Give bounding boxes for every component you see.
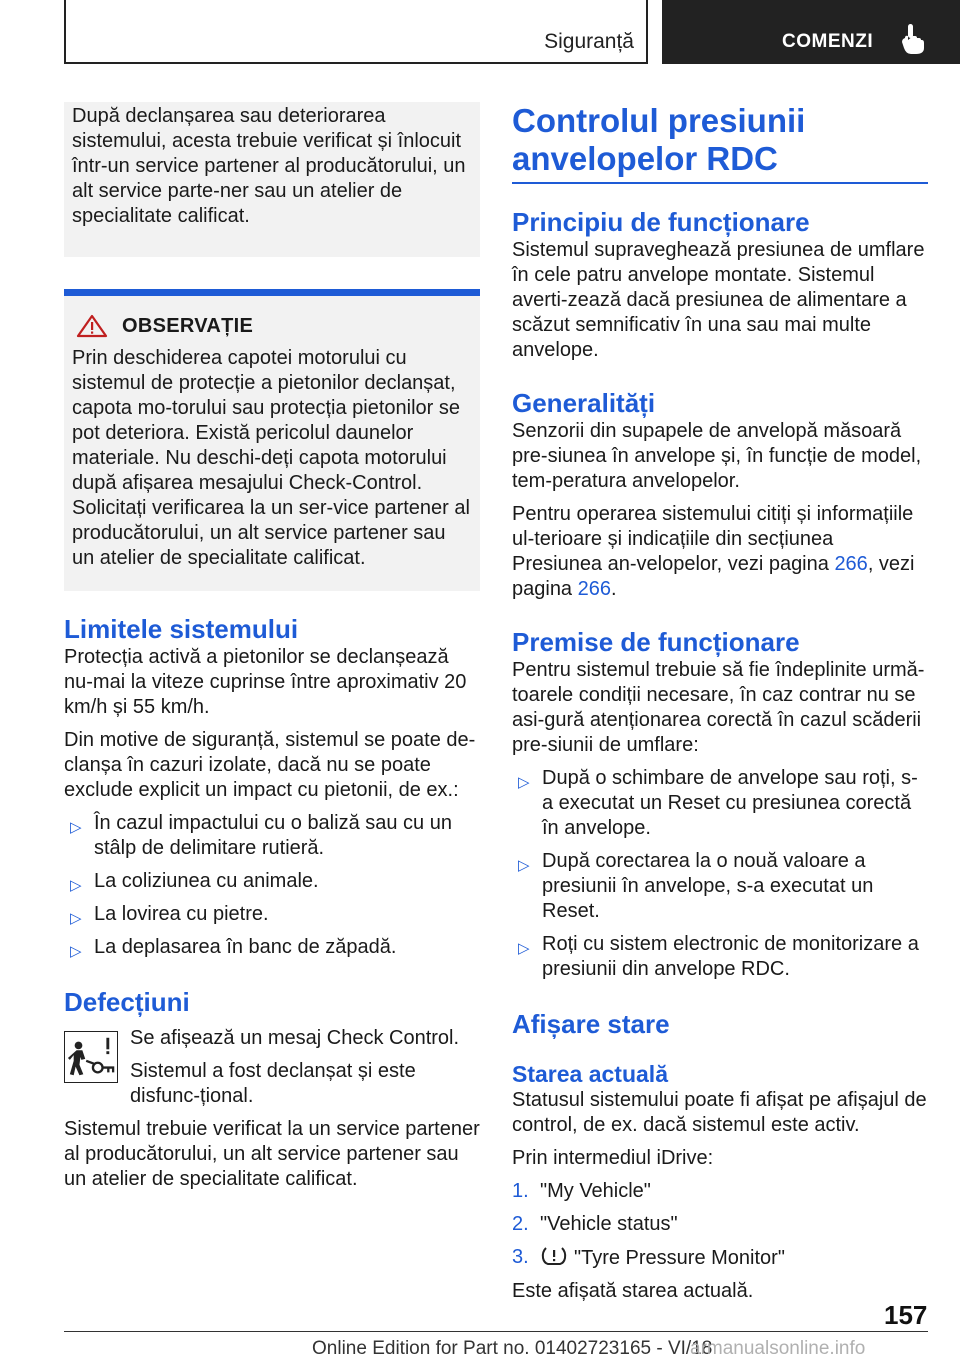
fault-line-1: Se afișează un mesaj Check Control. bbox=[130, 1027, 460, 1049]
limits-para-1: Protecția activă a pietonilor se declanșează nu-mai la viteze cuprinse între aproximativ 20 km/h și 55 km/h. bbox=[64, 646, 467, 718]
title-rule bbox=[512, 182, 928, 184]
general-para-1: Senzorii din supapele de anvelopă măsoară pre-siunea în anvelope și, în funcție de model, tem-peratura anvelopelor. bbox=[512, 420, 922, 492]
status-heading: Afișare stare bbox=[512, 1009, 670, 1039]
status-para-3: Este afișată starea actuală. bbox=[512, 1280, 754, 1302]
tab-comenzi[interactable] bbox=[662, 0, 960, 64]
list-item: ▷ În cazul impactului cu o baliză sau cu un stâlp de delimitare rutieră. bbox=[70, 812, 452, 859]
warning-triangle-icon bbox=[76, 314, 108, 338]
limits-list bbox=[64, 811, 480, 960]
note-text: După declanșarea sau deteriorarea sistemului, acesta trebuie verificat și înlocuit într-un service partener al producătorului, un alt service parte-ner sau un atelier de specialitate calificat. bbox=[72, 105, 466, 227]
fault-line-2: Sistemul a fost declanșat și este disfunc-țional. bbox=[130, 1060, 416, 1107]
idrive-steps bbox=[512, 1179, 928, 1271]
general-heading: Generalități bbox=[512, 388, 656, 418]
list-item: ▷ După corectarea la o nouă valoare a presiunii în anvelope, s-a executat un Reset. bbox=[518, 850, 874, 922]
list-item: 2. "Vehicle status" bbox=[512, 1213, 678, 1235]
footer-edition: Online Edition for Part no. 01402723165 - VI/18 bbox=[312, 1338, 713, 1359]
footer-watermark: armanualsonline.info bbox=[690, 1338, 866, 1359]
prereq-heading: Premise de funcționare bbox=[512, 627, 800, 657]
right-column bbox=[512, 102, 928, 1304]
limits-heading: Limitele sistemului bbox=[64, 614, 299, 644]
page-ref-link[interactable]: 266 bbox=[834, 553, 868, 575]
note-box bbox=[64, 102, 480, 257]
warning-box bbox=[64, 289, 480, 591]
faults-heading: Defecțiuni bbox=[64, 987, 190, 1017]
tyre-pressure-icon bbox=[540, 1245, 568, 1267]
list-item: ▷ La lovirea cu pietre. bbox=[70, 903, 269, 927]
general-para-2: Pentru operarea sistemului citiți și informațiile ul-terioare și indicațiile din secțiunea Presiunea an-velopelor, vezi pagina 266, vezi pagina 266. bbox=[512, 503, 915, 600]
principle-heading: Principiu de funcționare bbox=[512, 207, 810, 237]
prereq-list bbox=[512, 766, 928, 982]
page-title: Controlul presiunii anvelopelor RDC bbox=[512, 102, 806, 177]
list-item: ▷ La coliziunea cu animale. bbox=[70, 870, 319, 894]
list-item: 1. "My Vehicle" bbox=[512, 1180, 651, 1202]
tab-label: COMENZI bbox=[782, 31, 874, 52]
pointing-hand-icon bbox=[902, 24, 924, 54]
warning-text: Prin deschiderea capotei motorului cu sistemul de protecție a pietonilor declanșat, capota mo-torului sau protecția pietonilor se pot deteriora. Există pericolul daunelor materiale. Nu deschi-deți capota motorului după afișarea mesajului Check-Control. Solicitați verificarea la un ser-vice partener al producătorului, un alt service partener sau un atelier de specialitate calificat. bbox=[72, 347, 470, 569]
header-box bbox=[64, 0, 648, 64]
principle-text: Sistemul supraveghează presiunea de umflare în cele patru anvelope montate. Sistemul averti-zează dacă presiunea de alimentare a scăzut semnificativ în una sau mai multe anvelope. bbox=[512, 239, 925, 361]
list-item: ▷ La deplasarea în banc de zăpadă. bbox=[70, 936, 397, 960]
limits-para-2: Din motive de siguranță, sistemul se poate de-clanșa în cazuri izolate, dacă nu se poate exclude explicit un impact cu pietonii, de ex.: bbox=[64, 729, 476, 801]
prereq-text: Pentru sistemul trebuie să fie îndeplinite urmă-toarele condiții necesare, în caz contrar nu se asi-gură atenționarea corectă în cazul scăderii pre-siunii de umflare: bbox=[512, 659, 925, 756]
status-subheading: Starea actuală bbox=[512, 1061, 668, 1087]
left-column bbox=[64, 102, 480, 1192]
footer-rule bbox=[64, 1331, 928, 1332]
section-title: Siguranță bbox=[544, 30, 634, 53]
status-para-2: Prin intermediul iDrive: bbox=[512, 1147, 714, 1169]
page-number: 157 bbox=[884, 1300, 928, 1330]
list-item: ▷ După o schimbare de anvelope sau roți, s-a executat un Reset cu presiunea corectă în anvelope. bbox=[518, 767, 918, 839]
page-ref-link[interactable]: 266 bbox=[577, 578, 611, 600]
pedestrian-protection-icon bbox=[64, 1031, 118, 1083]
list-item: 3. "Tyre Pressure Monitor" bbox=[512, 1246, 785, 1269]
warning-title: OBSERVAȚIE bbox=[122, 314, 254, 337]
status-para-1: Statusul sistemului poate fi afișat pe afișajul de control, de ex. dacă sistemul este activ. bbox=[512, 1089, 927, 1136]
list-item: ▷ Roți cu sistem electronic de monitorizare a presiunii din anvelope RDC. bbox=[518, 933, 919, 980]
faults-para: Sistemul trebuie verificat la un service partener al producătorului, un alt service partener sau un atelier de specialitate calificat. bbox=[64, 1118, 480, 1190]
